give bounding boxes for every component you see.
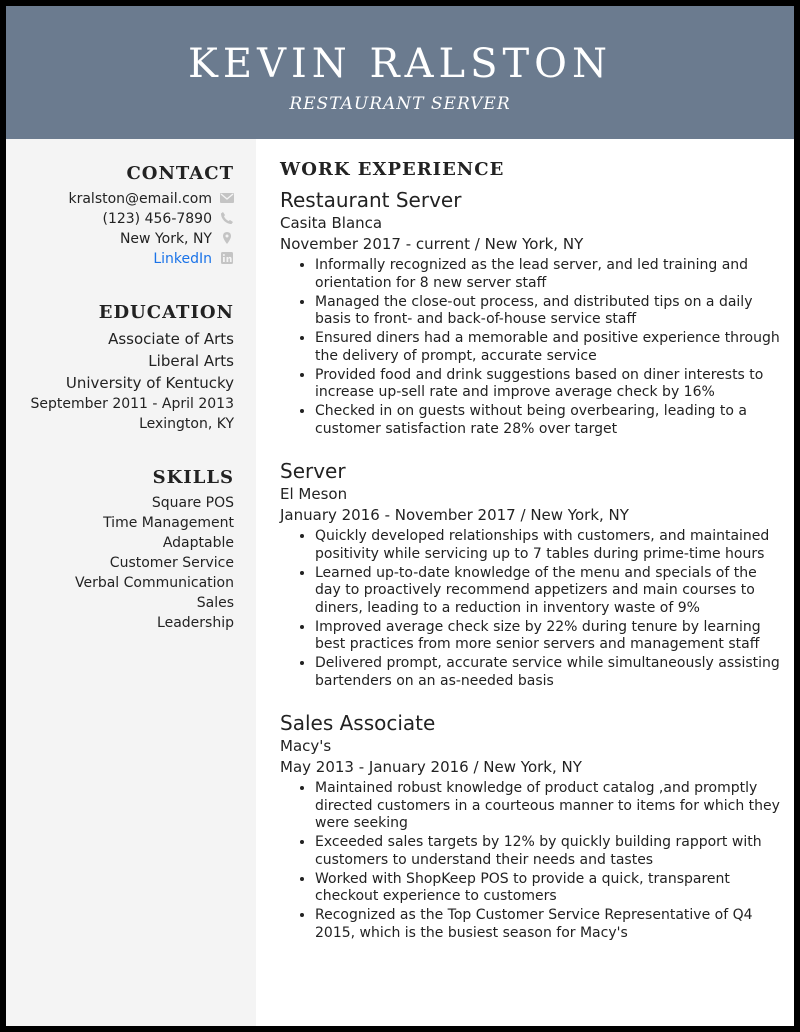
location-text: New York, NY [119,231,212,247]
job-bullets [280,780,780,942]
email-text[interactable]: kralston@email.com [68,191,212,207]
job-bullet: • Learned up-to-date knowledge of the menu and specials of the day to proactively recommend appetizers and main courses to diners, leading to a reduction in inventory waste of 9% [315,565,780,618]
candidate-title: RESTAURANT SERVER [289,94,511,114]
education-school: University of Kentucky [65,374,234,392]
main-content [280,159,780,962]
contact-heading: CONTACT [126,163,234,184]
job-dates-location: January 2016 - November 2017 / New York, NY [280,506,629,524]
job-bullet: • Quickly developed relationships with customers, and maintained positivity while servicing up to 7 tables during prime-time hours [315,528,780,563]
skill-item: Leadership [157,615,234,631]
education-location: Lexington, KY [139,416,234,432]
job-bullet: • Provided food and drink suggestions based on diner interests to increase up-sell rate and improve average check by 16% [315,367,780,402]
phone-icon [220,210,234,222]
education-dates: September 2011 - April 2013 [30,396,234,412]
linkedin-link[interactable]: LinkedIn [153,251,212,267]
skill-item: Verbal Communication [74,575,234,591]
work-experience-heading: WORK EXPERIENCE [280,159,505,180]
job-bullets [280,528,780,690]
job-company: Casita Blanca [280,214,383,232]
contact-phone [6,209,234,229]
job-bullet: • Ensured diners had a memorable and positive experience through the delivery of prompt, accurate service [315,330,780,365]
contact-location [6,229,234,249]
skills-section [6,467,234,633]
job-entry [280,458,780,690]
job-bullet: • Checked in on guests without being overbearing, leading to a customer satisfaction rate 28% over target [315,403,780,438]
skill-item: Time Management [103,515,234,531]
job-bullet: • Worked with ShopKeep POS to provide a quick, transparent checkout experience to customers [315,871,780,906]
skills-heading: SKILLS [152,467,234,488]
job-bullet: • Informally recognized as the lead server, and led training and orientation for 8 new server staff [315,257,780,292]
location-pin-icon [220,230,234,242]
job-company: Macy's [280,737,332,755]
education-degree: Associate of Arts [108,330,234,348]
job-bullet: • Delivered prompt, accurate service while simultaneously assisting bartenders on an as-needed basis [315,655,780,690]
job-dates-location: May 2013 - January 2016 / New York, NY [280,758,582,776]
phone-text: (123) 456-7890 [102,211,212,227]
job-title: Sales Associate [280,711,436,735]
education-heading: EDUCATION [98,302,234,323]
job-dates-location: November 2017 - current / New York, NY [280,235,584,253]
resume-page [6,6,794,1026]
envelope-icon [220,190,234,202]
sidebar [6,139,256,1026]
job-entry [280,710,780,942]
contact-section [6,163,234,269]
job-bullet: • Managed the close-out process, and distributed tips on a daily basis to front- and back-of-house service staff [315,294,780,329]
job-bullet: • Improved average check size by 22% during tenure by learning best practices from more senior servers and management staff [315,619,780,654]
job-company: El Meson [280,485,348,503]
job-bullets [280,257,780,438]
contact-linkedin[interactable] [6,249,234,269]
job-title: Server [280,459,346,483]
skill-item: Square POS [151,495,234,511]
job-bullet: • Recognized as the Top Customer Service Representative of Q4 2015, which is the busiest season for Macy's [315,907,780,942]
skill-item: Sales [196,595,234,611]
resume-header [6,6,794,139]
job-title: Restaurant Server [280,188,462,212]
job-bullet: • Maintained robust knowledge of product catalog ,and promptly directed customers in a courteous manner to items for which they were seeking [315,780,780,833]
linkedin-icon [220,250,234,262]
skill-item: Adaptable [162,535,234,551]
candidate-name: KEVIN RALSTON [188,41,612,87]
job-entry [280,187,780,438]
education-section [6,302,234,434]
education-field: Liberal Arts [148,352,234,370]
job-bullet: • Exceeded sales targets by 12% by quickly building rapport with customers to understand their needs and tastes [315,834,780,869]
contact-email[interactable] [6,189,234,209]
skill-item: Customer Service [109,555,234,571]
